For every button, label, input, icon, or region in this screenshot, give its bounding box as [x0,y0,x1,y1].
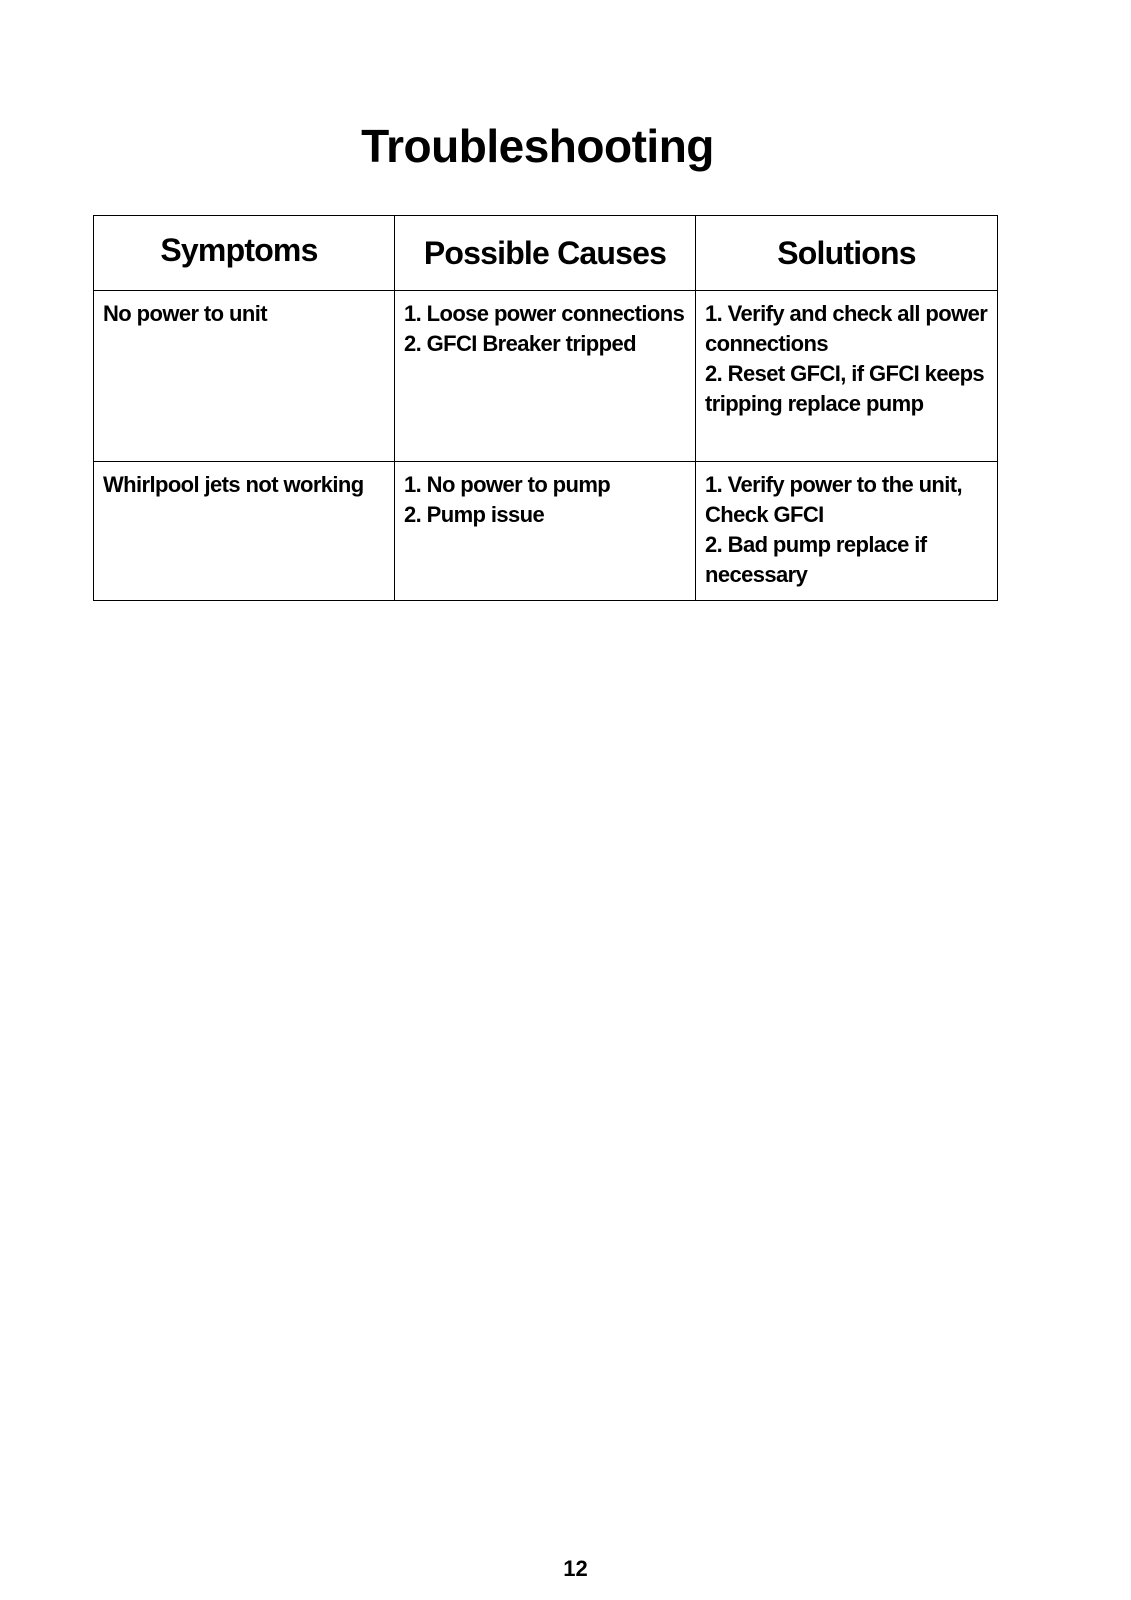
causes-cell [395,462,696,601]
table-row [94,291,998,462]
header-possible-causes: Possible Causes [395,216,696,291]
solution-item: 1. Verify power to the unit, Check GFCI [705,472,963,527]
table-row [94,462,998,601]
solution-item: 2. Reset GFCI, if GFCI keeps tripping replace pump [705,361,985,416]
solutions-cell [696,291,998,462]
symptom-cell: Whirlpool jets not working [94,462,395,601]
symptom-cell: No power to unit [94,291,395,462]
cause-item: 2. GFCI Breaker tripped [404,331,636,356]
solutions-cell [696,462,998,601]
cause-item: 1. No power to pump [404,472,611,497]
cause-item: 1. Loose power connections [404,301,685,326]
table-header-row [94,216,998,291]
header-solutions: Solutions [696,216,998,291]
solution-item: 1. Verify and check all power connections [705,301,988,356]
page-number: 12 [563,1556,588,1581]
troubleshooting-table [93,215,998,601]
causes-cell [395,291,696,462]
solution-item: 2. Bad pump replace if necessary [705,532,927,587]
header-symptoms: Symptoms [94,216,395,291]
cause-item: 2. Pump issue [404,502,545,527]
page-title: Troubleshooting [361,120,714,172]
